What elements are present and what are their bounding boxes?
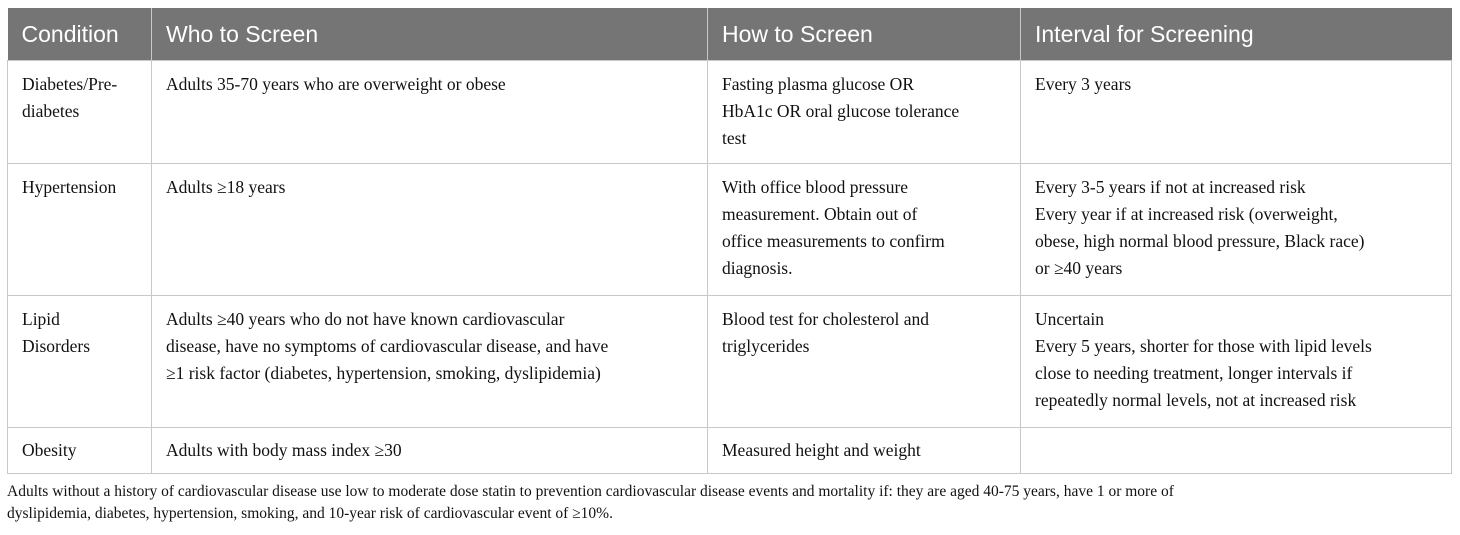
- cell-how: [708, 61, 1021, 164]
- header-who-to-screen: Who to Screen: [152, 8, 708, 61]
- screening-table: [7, 8, 1452, 474]
- cell-who: [152, 296, 708, 428]
- cell-text: With office blood pressure: [722, 177, 909, 197]
- cell-text: or ≥40 years: [1035, 258, 1123, 278]
- cell-text: Fasting plasma glucose OR: [722, 74, 914, 94]
- cell-text: measurement. Obtain out of: [722, 204, 918, 224]
- cell-text: Diabetes/Pre-: [22, 74, 118, 94]
- cell-text: close to needing treatment, longer intervals if: [1035, 363, 1353, 383]
- cell-who: [152, 61, 708, 164]
- cell-how: [708, 164, 1021, 296]
- cell-interval-empty: [1021, 428, 1452, 474]
- header-how-to-screen: How to Screen: [708, 8, 1021, 61]
- cell-interval: [1021, 164, 1452, 296]
- cell-condition: [8, 296, 152, 428]
- cell-text: Hypertension: [22, 177, 117, 197]
- cell-text: ≥1 risk factor (diabetes, hypertension, smoking, dyslipidemia): [166, 363, 601, 383]
- cell-text: obese, high normal blood pressure, Black race): [1035, 231, 1365, 251]
- cell-condition: [8, 164, 152, 296]
- cell-text: Disorders: [22, 336, 91, 356]
- cell-text: Adults ≥40 years who do not have known cardiovascular: [166, 309, 565, 329]
- table-row-obesity: [8, 428, 1452, 474]
- cell-text: triglycerides: [722, 336, 810, 356]
- cell-condition: [8, 428, 152, 474]
- cell-text: test: [722, 128, 747, 148]
- cell-text: Every 5 years, shorter for those with lipid levels: [1035, 336, 1372, 356]
- cell-text: diagnosis.: [722, 258, 793, 278]
- cell-text: Adults with body mass index ≥30: [166, 440, 402, 460]
- screening-table-container: [7, 8, 1451, 474]
- table-header-row: [8, 8, 1452, 61]
- table-row-lipid: [8, 296, 1452, 428]
- footnote-line: dyslipidemia, diabetes, hypertension, smoking, and 10-year risk of cardiovascular event of ≥10%.: [7, 505, 613, 522]
- cell-condition: [8, 61, 152, 164]
- cell-text: disease, have no symptoms of cardiovascular disease, and have: [166, 336, 609, 356]
- cell-who: [152, 428, 708, 474]
- cell-text: Adults ≥18 years: [166, 177, 286, 197]
- cell-text: Obesity: [22, 440, 77, 460]
- cell-text: Every 3 years: [1035, 74, 1132, 94]
- cell-text: Every 3-5 years if not at increased risk: [1035, 177, 1306, 197]
- cell-interval: [1021, 296, 1452, 428]
- cell-text: Adults 35-70 years who are overweight or obese: [166, 74, 506, 94]
- cell-who: [152, 164, 708, 296]
- table-row-diabetes: [8, 61, 1452, 164]
- cell-text: HbA1c OR oral glucose tolerance: [722, 101, 960, 121]
- cell-text: Uncertain: [1035, 309, 1104, 329]
- cell-text: Blood test for cholesterol and: [722, 309, 930, 329]
- cell-text: office measurements to confirm: [722, 231, 945, 251]
- cell-how: [708, 296, 1021, 428]
- header-condition: Condition: [8, 8, 152, 61]
- cell-text: Every year if at increased risk (overweight,: [1035, 204, 1338, 224]
- footnote-line: Adults without a history of cardiovascular disease use low to moderate dose statin to prevention cardiovascular disease events and mortality if: they are aged 40-75 years, have 1 or more of: [7, 483, 1174, 500]
- header-interval: Interval for Screening: [1021, 8, 1452, 61]
- cell-text: diabetes: [22, 101, 80, 121]
- cell-how: [708, 428, 1021, 474]
- cell-interval: [1021, 61, 1452, 164]
- cell-text: Lipid: [22, 309, 60, 329]
- cell-text: Measured height and weight: [722, 440, 921, 460]
- table-row-hypertension: [8, 164, 1452, 296]
- cell-text: repeatedly normal levels, not at increased risk: [1035, 390, 1357, 410]
- table-footnote: [7, 481, 1451, 525]
